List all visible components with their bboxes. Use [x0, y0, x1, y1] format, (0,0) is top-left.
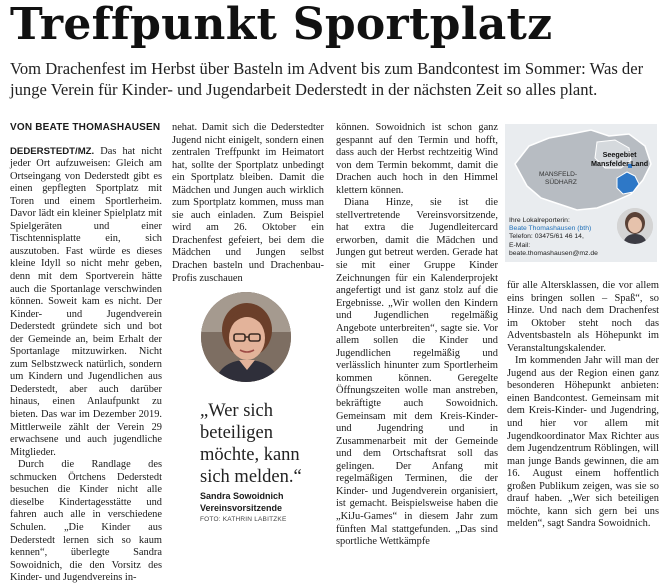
map-region-label [539, 171, 577, 187]
map-highlight-title [591, 151, 648, 168]
quote-author: Sandra Sowoidnich [200, 491, 284, 501]
portrait-illustration [201, 292, 291, 382]
reporter-name: Beate Thomashausen (bth) [509, 225, 592, 233]
dateline: DEDERSTEDT/MZ. [10, 145, 95, 157]
map-label-line: MANSFELD- [539, 171, 578, 178]
info-box [505, 124, 657, 262]
photo-credit: FOTO: KATHRIN LABITZKE [200, 516, 287, 523]
headline: Treffpunkt Sportplatz [10, 0, 553, 50]
paragraph: nehat. Damit sich die Dederstedter Jugend nicht einigelt, sondern einen zentralen Treffpunkt im Heimatort hat, sollte der Sportplatz unbedingt ein Sportplatz bleiben. Damit die Mädchen und Jungen auch wirklich zum Sportplatz kommen, muss man sie auch einladen. Zum Beispiel wird am 26. Oktober ein Drachenfest gefeiert, bei dem die Mädchen und Jungen selbst Drachen basteln und Drachenbau-Profis zuschauen [172, 122, 324, 284]
map-label-line: SÜDHARZ [545, 179, 577, 186]
reporter-label: Ihre Lokalreporterin: [509, 217, 570, 224]
paragraph: Im kommenden Jahr will man der Jugend aus der Region einen ganz besonderen Höhepunkt anbieten: einen Bandcontest. Gemeinsam mit dem Kreis-Kinder- und Jugendring, und hier vor allem mit Jugendkoordinator Max Richter aus dem Jugendzentrum Röblingen, will man junge Bands gewinnen, die am 16. August einem hoffentlich großen Publikum zeigen, was sie so drauf haben. „Wer sich beteiligen möchte, kann sich gern bei uns melden“, sagt Sandra Sowoidnich. [507, 355, 659, 530]
paragraph: für alle Altersklassen, die vor allem eins bringen sollen – Spaß“, so Hinze. Und nach dem Drachenfest im Oktober steht noch das Adventsbasteln als Höhepunkt im Veranstaltungskalender. [507, 280, 659, 354]
reporter-phone: Telefon: 03475/61 46 14, [509, 233, 584, 241]
paragraph: Durch die Randlage des schmucken Örtchens Dederstedt besuchen die Kinder nicht alle dieselbe Kindertagesstätte und fahren auch alle in verschiedene Schulen. „Die Kinder aus Dederstedt lernen sich so kaum kennen“, überlegte Sandra Sowoidnich, die den Vorsitz des Kinder- und Jugendvereins in- [10, 459, 162, 584]
paragraph [10, 146, 162, 460]
region-map [505, 124, 657, 214]
article-column-4 [507, 280, 659, 531]
quote-author-role: Vereinsvorsitzende [200, 503, 283, 513]
article-column-2 [172, 122, 324, 285]
map-title-line: Seegebiet [602, 150, 637, 159]
article-column-3 [336, 122, 498, 549]
reporter-email: E-Mail: beate.thomashausen@mz.de [509, 241, 598, 257]
paragraph: Diana Hinze, sie ist die stellvertretende Vereinsvorsitzende, hat extra die Jugendleitercard erworben, damit die Mädchen und Jungen gut betreut werden. Gerade hat sie mit einer Gruppe Kinder Zeichnungen für ein Kalenderprojekt angefertigt und ist ganz stolz auf die Ergebnisse. „Wir wollen den Kindern und Jugendlichen regelmäßig Angebote unterbreiten“, sagte sie. Vor allem sollen die Kinder und Jugendlichen regelmäßig und verlässlich hinunter zum Sportlerheim kommen können. Geregelte Öffnungszeiten wolle man anstreben, bekräftigte auch Sowoidnich. Gemeinsam mit dem Kreis-Kinder- und Jugendring und in Zusammenarbeit mit der Gemeinde und dem Ortschaftsrat soll das gelingen. Der Anfang mit regelmäßigen Terminen, die der Kinder- und Jugendverein organisiert, ist gemacht. Beispielsweise haben die „KiJu-Games“ in diesem Jahr zum fünften Mal stattgefunden. „Das sind sportliche Wettkämpfe [336, 197, 498, 548]
map-title-line: Mansfelder Land [591, 158, 649, 168]
pull-quote: „Wer sich beteiligen möchte, kann sich melden.“ [200, 401, 302, 487]
paragraph: können. Sowoidnich ist schon ganz gespannt auf den Termin und hofft, dass auch der Herbst rechtzeitig Wind von dem Termin bekommt, damit die Drachen auch hoch in den Himmel klettern können. [336, 122, 498, 196]
portrait-photo [201, 292, 291, 382]
paragraph-text: Das hat nicht jeder Ort aufzuweisen: Gleich am Ortseingang von Dederstedt gibt es einen gepflegten Sportplatz mit Toren und einem Sportlerheim. Davor lädt ein kleiner Spielplatz mit Spielgeräten und einer Tischtennisplatte ein, sich auszutoben. Fast würde es dieses kleine Idyll so nicht mehr geben, denn mit dem Sportverein hätte auch die Sportanlage verschwinden können. Soweit kam es nicht. Der Kinder- und Jugendverein Dederstedt gründete sich und bot der Gemeinde an, beim Erhalt der Sportanlage mitzuwirken. Nicht zum Selbstzweck natürlich, sondern um Kindern und Jugendlichen aus Dederstedt, aber auch darüber hinaus, einen Anlaufpunkt zu bieten. Das war im Dezember 2019. Mittlerweile zählt der Verein 29 erwachsene und auch jugendliche Mitglieder. [10, 145, 162, 458]
byline: VON BEATE THOMASHAUSEN [10, 122, 161, 133]
reporter-avatar [617, 208, 653, 244]
reporter-avatar-illustration [617, 208, 653, 244]
subheadline: Vom Drachenfest im Herbst über Basteln im Advent bis zum Bandcontest im Sommer: Was der junge Verein für Kinder- und Jugendarbeit Dederstedt in der nächsten Zeit so alles plant. [10, 59, 644, 99]
reporter-contact [509, 217, 619, 258]
article-column-1 [10, 122, 162, 585]
